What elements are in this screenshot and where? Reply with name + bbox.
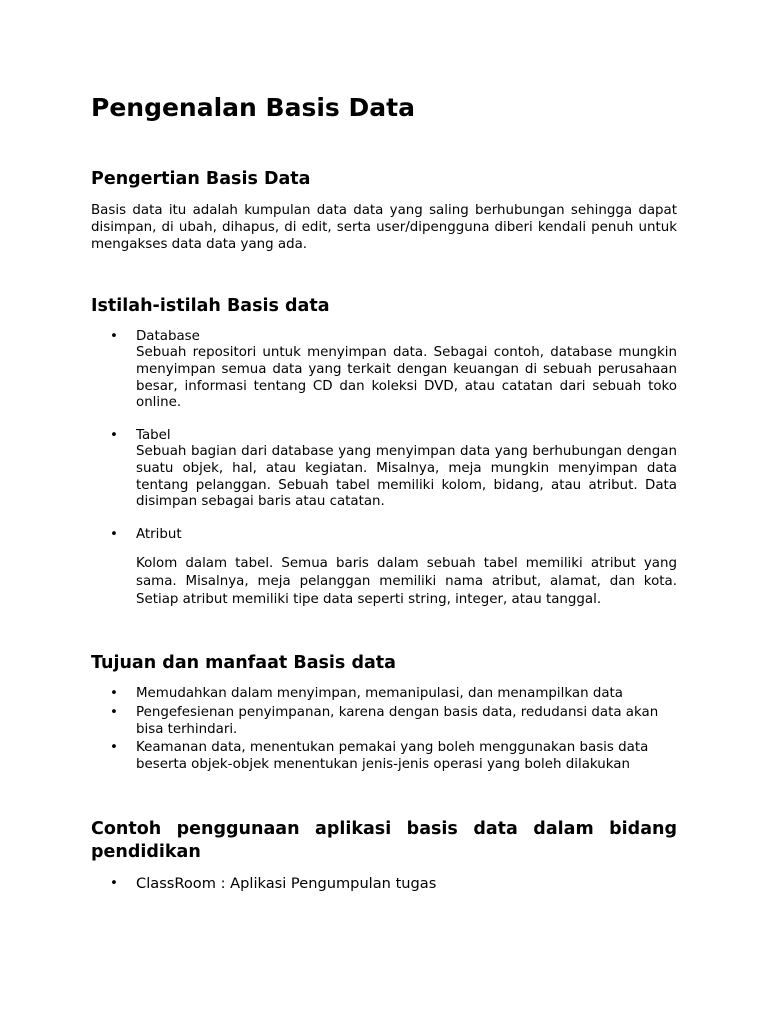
- section-heading-pengertian: Pengertian Basis Data: [91, 169, 311, 189]
- section-heading-tujuan: Tujuan dan manfaat Basis data: [91, 653, 396, 673]
- section-heading-contoh: Contoh penggunaan aplikasi basis data dalam bidang pendidikan: [91, 819, 677, 862]
- section-heading-istilah: Istilah-istilah Basis data: [91, 296, 330, 316]
- paragraph-pengertian: Basis data itu adalah kumpulan data data yang saling berhubungan sehingga dapat disimpan, di ubah, dihapus, di edit, serta user/dipengguna diberi kendali penuh untuk mengakses data data yang ada.: [91, 203, 677, 252]
- term-description: Sebuah bagian dari database yang menyimpan data yang berhubungan dengan suatu objek, hal, atau kegiatan. Misalnya, meja mungkin menyimpan data tentang pelanggan. Sebuah tabel memiliki kolom, bidang, atau atribut. Data disimpan sebagai baris atau catatan.: [136, 444, 677, 510]
- document-title: Pengenalan Basis Data: [91, 93, 415, 122]
- list-item-text: Keamanan data, menentukan pemakai yang boleh menggunakan basis data beserta objek-objek menentukan jenis-jenis operasi yang boleh dilakukan: [136, 740, 649, 772]
- term-label: Database: [136, 329, 200, 344]
- bullet-icon: •: [110, 428, 118, 443]
- bullet-icon: •: [110, 527, 118, 542]
- list-item-text: Memudahkan dalam menyimpan, memanipulasi, dan menampilkan data: [136, 686, 623, 701]
- term-label: Atribut: [136, 527, 182, 542]
- term-label: Tabel: [136, 428, 171, 443]
- list-item-text: ClassRoom : Aplikasi Pengumpulan tugas: [136, 875, 437, 892]
- bullet-icon: •: [110, 686, 118, 701]
- bullet-icon: •: [110, 329, 118, 344]
- bullet-icon: •: [110, 705, 118, 720]
- list-item-text: Pengefesienan penyimpanan, karena dengan basis data, redudansi data akan bisa terhindari.: [136, 705, 659, 737]
- bullet-icon: •: [110, 740, 118, 755]
- bullet-icon: •: [110, 876, 118, 891]
- term-description: Kolom dalam tabel. Semua baris dalam sebuah tabel memiliki atribut yang sama. Misalnya, meja pelanggan memiliki nama atribut, alamat, dan kota. Setiap atribut memiliki tipe data seperti string, integer, atau tanggal.: [136, 556, 677, 608]
- term-description: Sebuah repositori untuk menyimpan data. Sebagai contoh, database mungkin menyimpan semua data yang terkait dengan keuangan di sebuah perusahaan besar, informasi tentang CD dan koleksi DVD, atau catatan dari sebuah toko online.: [136, 345, 677, 411]
